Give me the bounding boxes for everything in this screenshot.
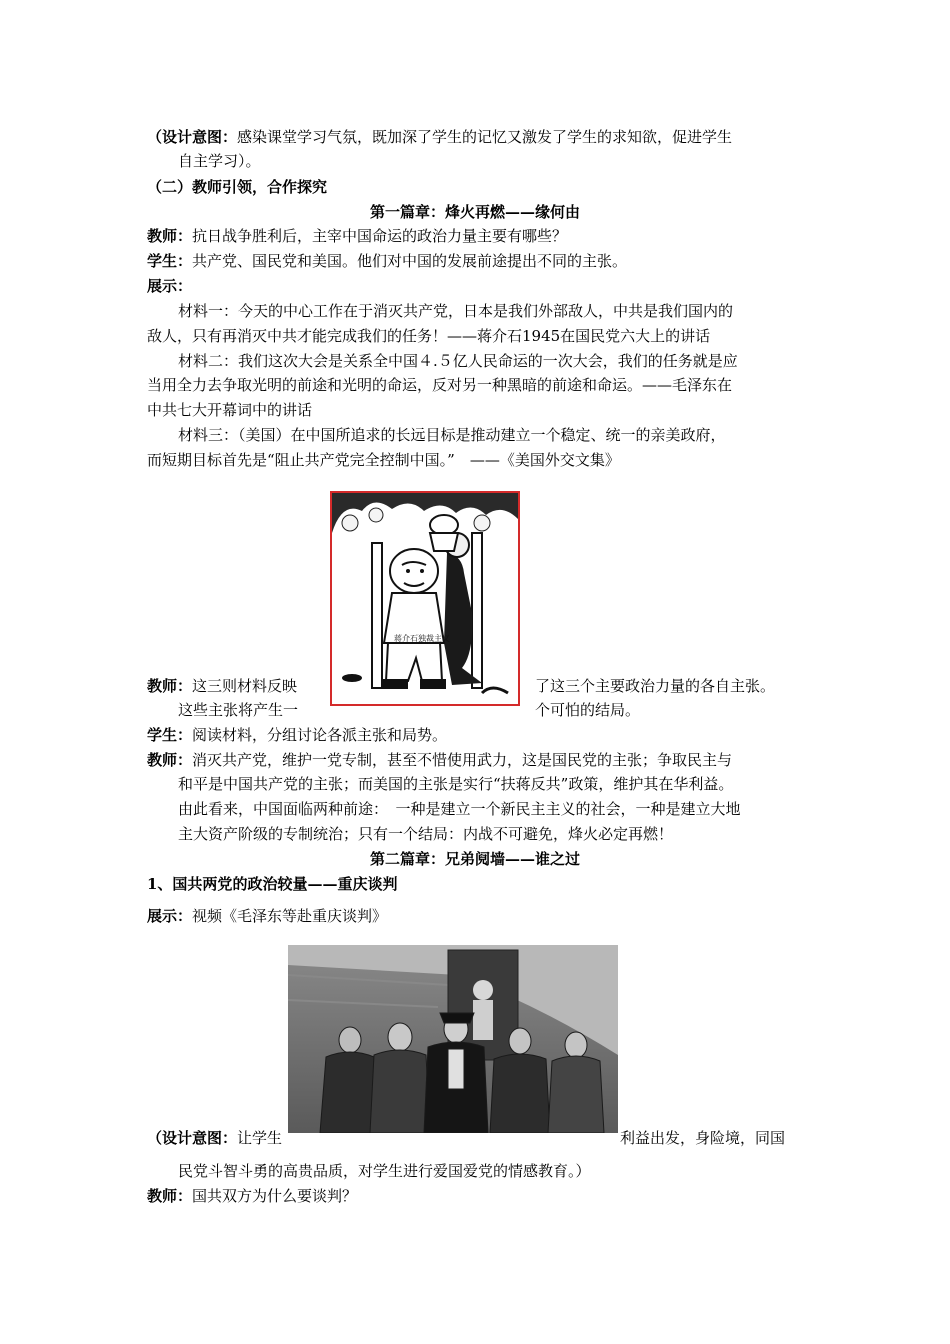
material-2-line-3: 中共七大开幕词中的讲话 (147, 401, 313, 419)
subsection-heading: 1、国共两党的政治较量——重庆谈判 (147, 875, 398, 893)
material-1-line-1: 材料一：今天的中心工作在于消灭共产党，日本是我们外部敌人，中共是我们国内的 (178, 302, 734, 320)
design-intent-line: （设计意图：感染课堂学习气氛，既加深了学生的记忆又激发了学生的求知欲，促进学生 (147, 128, 733, 146)
chapter-heading-2: 第二篇章：兄弟阋墙——谁之过 (369, 850, 580, 868)
material-3-line-1: 材料三：（美国）在中国所追求的长远目标是推动建立一个稳定、统一的亲美政府， (178, 426, 726, 444)
material-1-line-2: 敌人，只有再消灭中共才能完成我们的任务！——蒋介石1945在国民党六大上的讲话 (147, 327, 711, 345)
dialogue-student: 学生：共产党、国民党和美国。他们对中国的发展前途提出不同的主张。 (147, 252, 628, 270)
cartoon-caption-text: 蒋介石独裁主义 (394, 634, 450, 643)
dialogue-teacher: 教师：国共双方为什么要谈判？ (147, 1187, 358, 1205)
dialogue-teacher: 教师：消灭共产党，维护一党专制，甚至不惜使用武力，这是国民党的主张；争取民主与 (147, 751, 733, 769)
dialogue-teacher-line-3: 由此看来，中国面临两种前途： 一种是建立一个新民主主义的社会，一种是建立大地 (178, 800, 741, 818)
section-heading: （二）教师引领，合作探究 (147, 178, 328, 196)
design-intent-wrap-right: 利益出发，身险境，同国 (620, 1129, 786, 1147)
material-2-line-2: 当用全力去争取光明的前途和光明的命运，反对另一种黑暗的前途和命运。——毛泽东在 (147, 376, 733, 394)
dialogue-student: 学生：阅读材料，分组讨论各派主张和局势。 (147, 726, 448, 744)
chongqing-negotiation-photo (288, 945, 618, 1133)
dialogue-teacher-wrap-left: 教师：这三则材料反映 (147, 677, 298, 695)
dialogue-teacher-cont-left: 这些主张将产生一 (178, 701, 299, 719)
material-2-line-1: 材料二：我们这次大会是关系全中国４.５亿人民命运的一次大会，我们的任务就是应 (178, 352, 738, 370)
cartoon-drawing (332, 493, 518, 704)
political-cartoon-image (330, 491, 520, 706)
show-video-line: 展示：视频《毛泽东等赴重庆谈判》 (147, 907, 388, 925)
material-3-line-2: 而短期目标首先是“阻止共产党完全控制中国。” ——《美国外交文集》 (147, 451, 620, 469)
dialogue-teacher-line-2: 和平是中国共产党的主张；而美国的主张是实行“扶蒋反共”政策，维护其在华利益。 (178, 775, 734, 793)
design-intent-continuation: 自主学习）。 (178, 152, 261, 170)
dialogue-teacher-cont-right: 个可怕的结局。 (535, 701, 641, 719)
design-intent-continuation: 民党斗智斗勇的高贵品质，对学生进行爱国爱党的情感教育。） (178, 1162, 591, 1180)
dialogue-teacher-line-4: 主大资产阶级的专制统治；只有一个结局：内战不可避免，烽火必定再燃！ (178, 825, 674, 843)
design-intent-wrap-left: （设计意图：让学生 (147, 1129, 283, 1147)
dialogue-teacher: 教师：抗日战争胜利后，主宰中国命运的政治力量主要有哪些？ (147, 227, 568, 245)
photo-drawing (288, 945, 618, 1133)
show-label: 展示： (147, 277, 193, 295)
chapter-heading-1: 第一篇章：烽火再燃——缘何由 (369, 203, 580, 221)
dialogue-teacher-wrap-right: 了这三个主要政治力量的各自主张。 (535, 677, 776, 695)
